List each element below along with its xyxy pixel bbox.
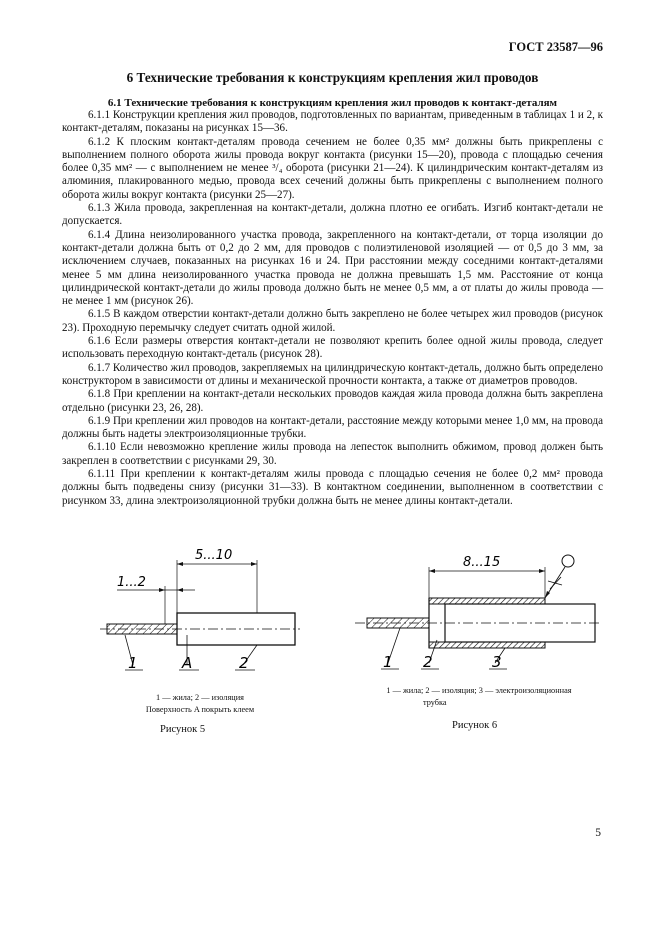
- paragraph-6-1-7: 6.1.7 Количество жил проводов, закрепляемых на цилиндрическую контакт-деталь, должно быть определено конструктором в зависимости от длины и механической прочности контакта, а также от диаметров проводов.: [62, 361, 603, 387]
- paragraph-6-1-9: 6.1.9 При креплении жил проводов на контакт-детали, расстояние между которыми менее 1,0 мм, на провода должны быть надеты электроизоляционные трубки.: [62, 414, 603, 441]
- body-text: [62, 109, 603, 508]
- paragraph-6-1-11: 6.1.11 При креплении к контакт-деталям жилы провода с площадью сечения не более 0,2 мм² провода должны быть подведены снизу (рисунки 31—33). В контактном соединении, выполненном в соответствии с рисунком 33, длина электроизоляционной трубки должна быть не менее длины контакт-детали.: [62, 468, 603, 507]
- core-wire: [107, 624, 177, 634]
- paragraph-6-1-6: 6.1.6 Если размеры отверстия контакт-детали не позволяют крепить более одной жилы провода, следует использовать переходную контакт-деталь (рисунок 28).: [62, 335, 603, 361]
- figure-5-title: Рисунок 5: [160, 724, 206, 735]
- dimension-5-10: 5...10: [195, 548, 233, 563]
- figure-6-title: Рисунок 6: [452, 720, 498, 731]
- label-1: 1: [383, 653, 393, 671]
- label-A: A: [182, 654, 193, 672]
- dimension-1-2: 1...2: [117, 575, 146, 590]
- insulating-tube-top: [429, 598, 545, 604]
- paragraph-6-1-1: 6.1.1 Конструкции крепления жил проводов, подготовленных по вариантам, приведенным в таблицах 1 и 2, к контакт-деталям, показаны на рисунках 15—36.: [62, 109, 603, 135]
- section-title: 6 Технические требования к конструкциям крепления жил проводов: [126, 70, 539, 85]
- document-header: ГОСТ 23587—96: [508, 40, 603, 54]
- paragraph-6-1-10: 6.1.10 Если невозможно крепление жилы провода на лепесток выполнить обжимом, провод должен быть закреплен в соответствии с рисунками 29, 30.: [62, 441, 603, 467]
- core-wire: [367, 618, 429, 628]
- paragraph-6-1-8: 6.1.8 При креплении на контакт-детали нескольких проводов каждая жила провода должна быть закреплена отдельно (рисунки 23, 26, 28).: [62, 388, 603, 414]
- label-3: 3: [492, 653, 502, 671]
- insulating-tube-bottom: [429, 642, 545, 648]
- dimension-8-15: 8...15: [463, 555, 501, 570]
- label-2: 2: [239, 654, 249, 672]
- page-number: 5: [595, 827, 601, 839]
- weld-symbol: [562, 555, 574, 567]
- subsection-title: 6.1 Технические требования к конструкциям крепления жил проводов к контакт-деталям: [107, 97, 558, 109]
- figure-6-drawing: [355, 545, 605, 680]
- paragraph-6-1-4: 6.1.4 Длина неизолированного участка провода, закрепленного на контакт-детали, от торца изоляции до контакт-детали должна быть от 0,2 до 2 мм, для проводов с полиэтиленовой изоляцией — от 0,5 до 3 мм, за исключением случаев, показанных на рисунках 16 и 24. При расстоянии между соседними контакт-деталями менее 5 мм длина неизолированного участка провода не должна превышать 1,5 мм. Расстояние от конца цилиндрической контакт-детали до жилы провода должно быть не менее 0,5 мм, а от платы до жилы провода — не менее 1 мм (рисунок 26).: [62, 228, 603, 308]
- figure-6-caption: 1 — жила; 2 — изоляция; 3 — электроизоляционная трубка: [386, 686, 572, 707]
- figure-5-caption: 1 — жила; 2 — изоляция Поверхность A покрыть клеем: [145, 693, 255, 714]
- paragraph-6-1-2: 6.1.2 К плоским контакт-деталям провода сечением не более 0,35 мм² должны быть прикреплены с выполнением полного оборота жилы провода вокруг контакта (рисунки 15—20), провода с площадью сечения более 0,35 мм² — с выполнением не менее ³/₄ оборота (рисунки 21—24). К цилиндрическим контакт-деталям из алюминия, плакированного медью, провода всех сечений должны быть прикреплены с выполнением полного оборота жилы вокруг контакта (рисунки 25—27).: [62, 135, 603, 201]
- label-1: 1: [128, 654, 138, 672]
- label-2: 2: [423, 653, 433, 671]
- figure-5-drawing: [95, 540, 305, 680]
- paragraph-6-1-3: 6.1.3 Жила провода, закрепленная на контакт-детали, должна плотно ее огибать. Изгиб контакт-детали не допускается.: [62, 202, 603, 228]
- paragraph-6-1-5: 6.1.5 В каждом отверстии контакт-детали должно быть закреплено не более четырех жил проводов (рисунок 23). Проходную перемычку следует считать одной жилой.: [62, 308, 603, 334]
